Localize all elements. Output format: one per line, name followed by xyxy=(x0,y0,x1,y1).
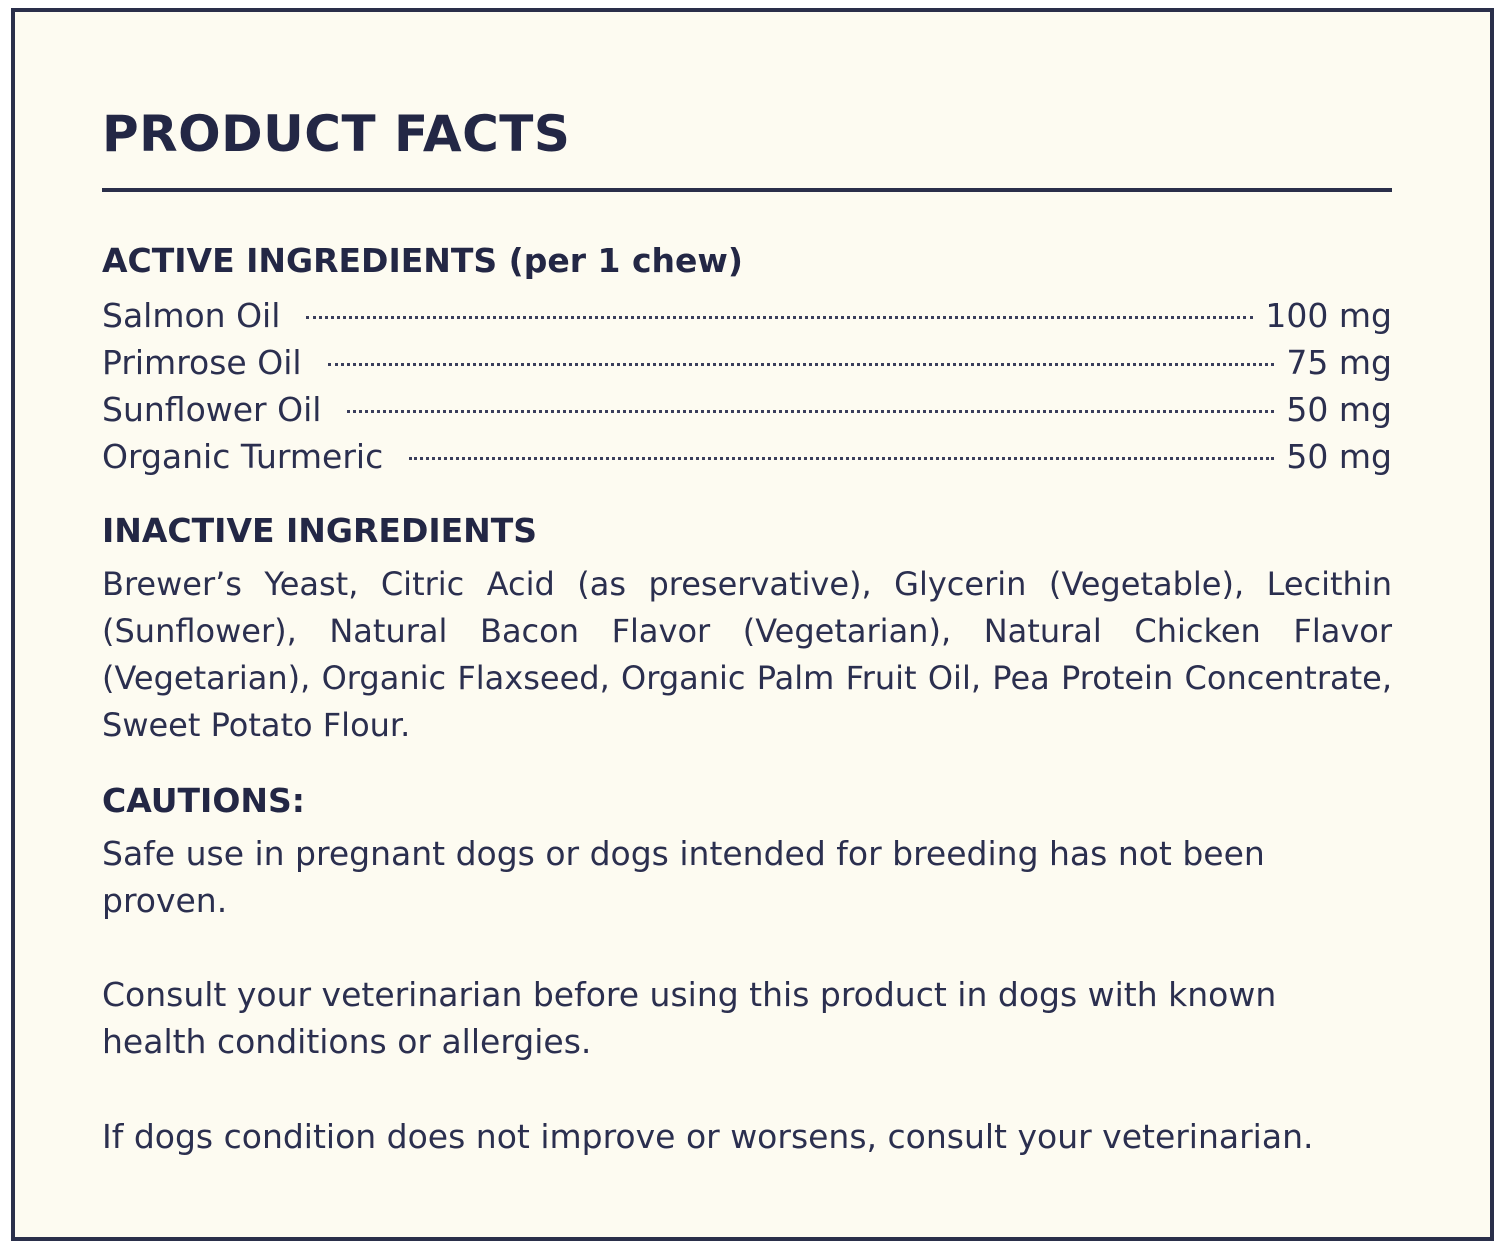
caution-paragraph: Consult your veterinarian before using this product in dogs with known health conditions or allergies. xyxy=(102,975,1277,1061)
dot-leader xyxy=(306,316,1253,319)
caution-paragraph: If dogs condition does not improve or worsens, consult your veterinarian. xyxy=(102,1117,1314,1156)
ingredient-row-primrose-oil xyxy=(102,339,1392,386)
ingredient-name: Salmon Oil xyxy=(102,296,281,335)
ingredient-amount: 75 mg xyxy=(1286,343,1392,382)
ingredient-row-organic-turmeric xyxy=(102,433,1392,480)
ingredient-name: Sunflower Oil xyxy=(102,390,322,429)
ingredient-name: Primrose Oil xyxy=(102,343,302,382)
inactive-ingredients-heading: INACTIVE INGREDIENTS xyxy=(102,511,538,550)
ingredient-amount: 100 mg xyxy=(1265,296,1392,335)
dot-leader xyxy=(347,410,1274,413)
ingredient-name: Organic Turmeric xyxy=(102,437,384,476)
cautions-heading: CAUTIONS: xyxy=(102,781,305,820)
title-divider xyxy=(102,188,1392,192)
inactive-ingredients-text: Brewer’s Yeast, Citric Acid (as preservative), Glycerin (Vegetable), Lecithin (Sunflower), Natural Bacon Flavor (Vegetarian), Natural Chicken Flavor (Vegetarian), Organic Flaxseed, Organic Palm Fruit Oil, Pea Protein Concentrate, Sweet Potato Flour. xyxy=(102,565,1392,744)
page-title: PRODUCT FACTS xyxy=(102,105,571,163)
ingredient-amount: 50 mg xyxy=(1286,437,1392,476)
active-ingredients-heading: ACTIVE INGREDIENTS (per 1 chew) xyxy=(102,241,743,280)
ingredient-row-sunflower-oil xyxy=(102,386,1392,433)
dot-leader xyxy=(328,363,1275,366)
dot-leader xyxy=(409,457,1274,460)
ingredient-row-salmon-oil xyxy=(102,292,1392,339)
caution-paragraph: Safe use in pregnant dogs or dogs intended for breeding has not been proven. xyxy=(102,834,1265,920)
product-facts-panel xyxy=(11,8,1494,1241)
ingredient-amount: 50 mg xyxy=(1286,390,1392,429)
